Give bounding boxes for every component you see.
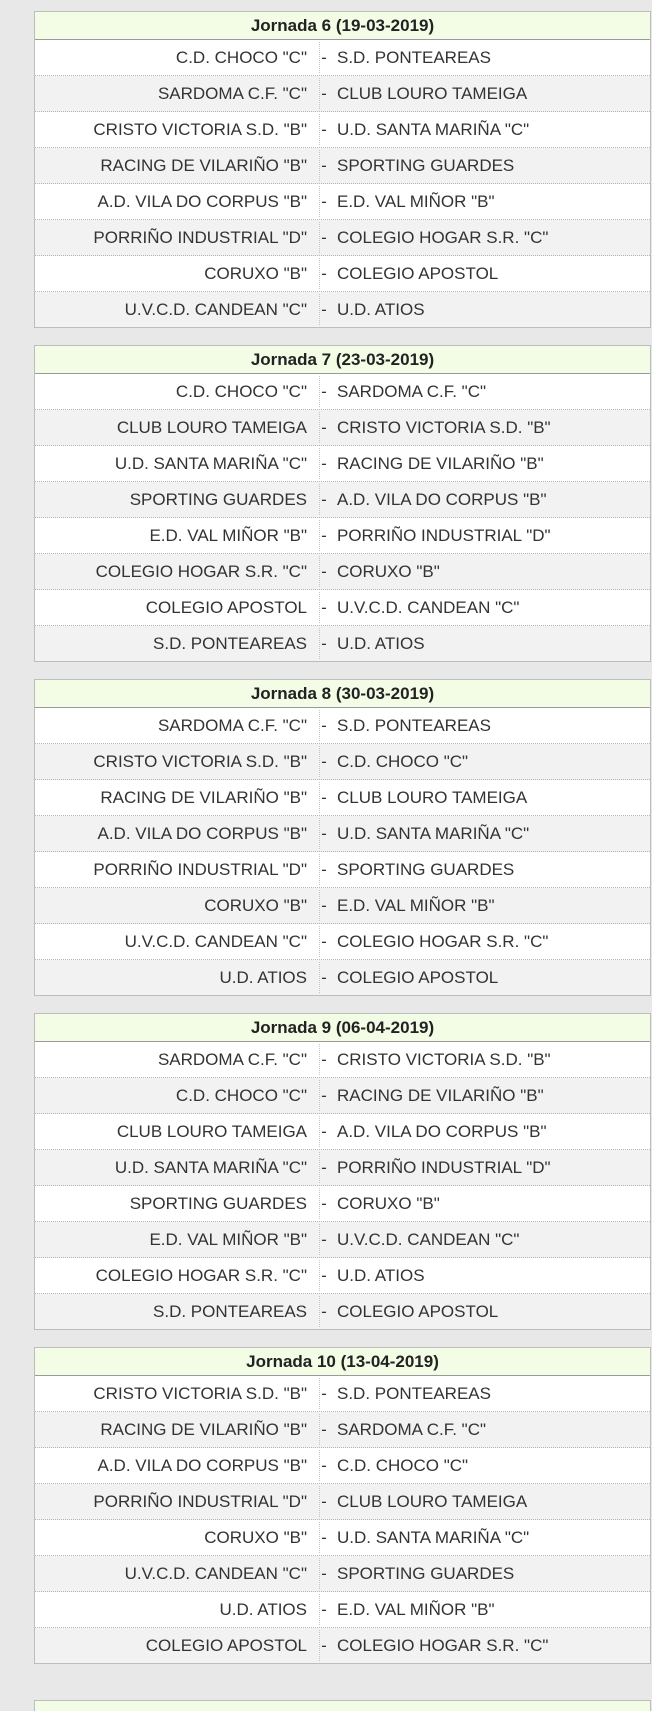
home-team: CLUB LOURO TAMEIGA	[116, 417, 307, 437]
away-team: CLUB LOURO TAMEIGA	[337, 787, 528, 807]
match-row	[35, 1258, 650, 1294]
home-team: RACING DE VILARIÑO "B"	[100, 787, 307, 807]
away-team: S.D. PONTEAREAS	[337, 1383, 491, 1403]
away-team: CRISTO VICTORIA S.D. "B"	[337, 1049, 551, 1069]
home-team: COLEGIO APOSTOL	[145, 597, 307, 617]
match-row	[35, 590, 650, 626]
match-separator: -	[321, 417, 327, 437]
away-team: U.D. SANTA MARIÑA "C"	[337, 1527, 530, 1547]
match-row	[35, 482, 650, 518]
home-team: RACING DE VILARIÑO "B"	[100, 155, 307, 175]
away-team: A.D. VILA DO CORPUS "B"	[337, 1121, 547, 1141]
away-team: S.D. PONTEAREAS	[337, 715, 491, 735]
match-row	[35, 148, 650, 184]
away-team: COLEGIO HOGAR S.R. "C"	[337, 227, 549, 247]
match-separator: -	[321, 597, 327, 617]
match-separator: -	[321, 1419, 327, 1439]
away-team: SPORTING GUARDES	[337, 1563, 515, 1583]
match-separator: -	[321, 967, 327, 987]
match-row	[35, 184, 650, 220]
match-separator: -	[321, 119, 327, 139]
home-team: CORUXO "B"	[204, 263, 307, 283]
match-row	[35, 626, 650, 661]
away-team: U.D. ATIOS	[337, 633, 425, 653]
match-separator: -	[321, 1301, 327, 1321]
match-separator: -	[321, 299, 327, 319]
match-row	[35, 446, 650, 482]
away-team: C.D. CHOCO "C"	[337, 751, 469, 771]
match-separator: -	[321, 1121, 327, 1141]
match-separator: -	[321, 1049, 327, 1069]
away-team: CORUXO "B"	[337, 1193, 440, 1213]
home-team: CORUXO "B"	[204, 1527, 307, 1547]
match-row	[35, 1078, 650, 1114]
match-separator: -	[321, 633, 327, 653]
match-list	[35, 1376, 650, 1663]
match-separator: -	[321, 561, 327, 581]
match-separator: -	[321, 1157, 327, 1177]
home-team: SPORTING GUARDES	[129, 489, 307, 509]
match-list	[35, 708, 650, 995]
match-list	[35, 1042, 650, 1329]
match-row	[35, 256, 650, 292]
match-row	[35, 1186, 650, 1222]
match-list	[35, 40, 650, 327]
match-row	[35, 1484, 650, 1520]
away-team: PORRIÑO INDUSTRIAL "D"	[337, 1157, 551, 1177]
away-team: RACING DE VILARIÑO "B"	[337, 453, 544, 473]
match-row	[35, 852, 650, 888]
match-row	[35, 1628, 650, 1663]
match-separator: -	[321, 787, 327, 807]
match-row	[35, 1042, 650, 1078]
round-table	[34, 11, 651, 328]
away-team: E.D. VAL MIÑOR "B"	[337, 1599, 495, 1619]
match-row	[35, 76, 650, 112]
home-team: CRISTO VICTORIA S.D. "B"	[93, 1383, 307, 1403]
home-team: PORRIÑO INDUSTRIAL "D"	[93, 227, 307, 247]
match-row	[35, 1412, 650, 1448]
match-separator: -	[321, 895, 327, 915]
away-team: U.V.C.D. CANDEAN "C"	[337, 597, 520, 617]
match-separator: -	[321, 191, 327, 211]
match-separator: -	[321, 931, 327, 951]
match-row	[35, 410, 650, 446]
round-title: Jornada 9 (06-04-2019)	[35, 1014, 650, 1042]
home-team: C.D. CHOCO "C"	[175, 47, 307, 67]
match-row	[35, 780, 650, 816]
match-row	[35, 518, 650, 554]
match-row	[35, 1592, 650, 1628]
away-team: RACING DE VILARIÑO "B"	[337, 1085, 544, 1105]
home-team: SARDOMA C.F. "C"	[157, 1049, 307, 1069]
home-team: U.D. SANTA MARIÑA "C"	[114, 1157, 307, 1177]
round-title: Jornada 7 (23-03-2019)	[35, 346, 650, 374]
match-row	[35, 1222, 650, 1258]
home-team: CORUXO "B"	[204, 895, 307, 915]
match-separator: -	[321, 1527, 327, 1547]
match-row	[35, 374, 650, 410]
match-separator: -	[321, 1599, 327, 1619]
match-row	[35, 220, 650, 256]
away-team: U.D. ATIOS	[337, 299, 425, 319]
away-team: U.D. SANTA MARIÑA "C"	[337, 823, 530, 843]
match-separator: -	[321, 1491, 327, 1511]
away-team: E.D. VAL MIÑOR "B"	[337, 191, 495, 211]
match-separator: -	[321, 263, 327, 283]
match-separator: -	[321, 1635, 327, 1655]
home-team: COLEGIO APOSTOL	[145, 1635, 307, 1655]
fixtures-list	[34, 11, 651, 1681]
match-list	[35, 374, 650, 661]
away-team: U.D. SANTA MARIÑA "C"	[337, 119, 530, 139]
home-team: SPORTING GUARDES	[129, 1193, 307, 1213]
round-table	[34, 1013, 651, 1330]
home-team: C.D. CHOCO "C"	[175, 1085, 307, 1105]
match-separator: -	[321, 823, 327, 843]
home-team: U.V.C.D. CANDEAN "C"	[124, 299, 307, 319]
home-team: A.D. VILA DO CORPUS "B"	[97, 191, 307, 211]
away-team: U.V.C.D. CANDEAN "C"	[337, 1229, 520, 1249]
match-row	[35, 554, 650, 590]
home-team: A.D. VILA DO CORPUS "B"	[97, 1455, 307, 1475]
home-team: E.D. VAL MIÑOR "B"	[149, 1229, 307, 1249]
match-separator: -	[321, 859, 327, 879]
round-title: Jornada 8 (30-03-2019)	[35, 680, 650, 708]
home-team: CLUB LOURO TAMEIGA	[116, 1121, 307, 1141]
next-round-header-partial	[34, 1700, 651, 1711]
match-row	[35, 924, 650, 960]
match-separator: -	[321, 381, 327, 401]
away-team: SARDOMA C.F. "C"	[337, 1419, 487, 1439]
away-team: CRISTO VICTORIA S.D. "B"	[337, 417, 551, 437]
match-row	[35, 708, 650, 744]
home-team: U.V.C.D. CANDEAN "C"	[124, 931, 307, 951]
away-team: COLEGIO HOGAR S.R. "C"	[337, 1635, 549, 1655]
home-team: SARDOMA C.F. "C"	[157, 83, 307, 103]
away-team: COLEGIO APOSTOL	[337, 1301, 499, 1321]
match-separator: -	[321, 525, 327, 545]
away-team: C.D. CHOCO "C"	[337, 1455, 469, 1475]
away-team: PORRIÑO INDUSTRIAL "D"	[337, 525, 551, 545]
match-row	[35, 1376, 650, 1412]
home-team: U.D. ATIOS	[219, 967, 307, 987]
match-row	[35, 1150, 650, 1186]
match-separator: -	[321, 489, 327, 509]
round-table	[34, 1347, 651, 1664]
away-team: COLEGIO APOSTOL	[337, 263, 499, 283]
home-team: A.D. VILA DO CORPUS "B"	[97, 823, 307, 843]
match-separator: -	[321, 1563, 327, 1583]
home-team: E.D. VAL MIÑOR "B"	[149, 525, 307, 545]
match-row	[35, 1556, 650, 1592]
away-team: E.D. VAL MIÑOR "B"	[337, 895, 495, 915]
match-row	[35, 1448, 650, 1484]
round-table	[34, 679, 651, 996]
match-separator: -	[321, 453, 327, 473]
match-separator: -	[321, 47, 327, 67]
away-team: A.D. VILA DO CORPUS "B"	[337, 489, 547, 509]
away-team: CLUB LOURO TAMEIGA	[337, 1491, 528, 1511]
match-row	[35, 1114, 650, 1150]
home-team: U.D. SANTA MARIÑA "C"	[114, 453, 307, 473]
home-team: COLEGIO HOGAR S.R. "C"	[95, 1265, 307, 1285]
match-row	[35, 40, 650, 76]
home-team: PORRIÑO INDUSTRIAL "D"	[93, 1491, 307, 1511]
home-team: SARDOMA C.F. "C"	[157, 715, 307, 735]
match-row	[35, 888, 650, 924]
away-team: COLEGIO HOGAR S.R. "C"	[337, 931, 549, 951]
home-team: U.D. ATIOS	[219, 1599, 307, 1619]
home-team: S.D. PONTEAREAS	[153, 1301, 307, 1321]
home-team: U.V.C.D. CANDEAN "C"	[124, 1563, 307, 1583]
home-team: COLEGIO HOGAR S.R. "C"	[95, 561, 307, 581]
match-row	[35, 1294, 650, 1329]
match-separator: -	[321, 1455, 327, 1475]
home-team: C.D. CHOCO "C"	[175, 381, 307, 401]
match-row	[35, 112, 650, 148]
home-team: CRISTO VICTORIA S.D. "B"	[93, 751, 307, 771]
match-separator: -	[321, 1229, 327, 1249]
round-title: Jornada 6 (19-03-2019)	[35, 12, 650, 40]
away-team: S.D. PONTEAREAS	[337, 47, 491, 67]
match-row	[35, 292, 650, 327]
match-row	[35, 744, 650, 780]
match-separator: -	[321, 1085, 327, 1105]
round-title: Jornada 10 (13-04-2019)	[35, 1348, 650, 1376]
away-team: SPORTING GUARDES	[337, 155, 515, 175]
away-team: CLUB LOURO TAMEIGA	[337, 83, 528, 103]
home-team: PORRIÑO INDUSTRIAL "D"	[93, 859, 307, 879]
match-row	[35, 816, 650, 852]
home-team: S.D. PONTEAREAS	[153, 633, 307, 653]
home-team: CRISTO VICTORIA S.D. "B"	[93, 119, 307, 139]
home-team: RACING DE VILARIÑO "B"	[100, 1419, 307, 1439]
away-team: U.D. ATIOS	[337, 1265, 425, 1285]
match-separator: -	[321, 83, 327, 103]
match-separator: -	[321, 155, 327, 175]
match-separator: -	[321, 1265, 327, 1285]
match-separator: -	[321, 1193, 327, 1213]
away-team: CORUXO "B"	[337, 561, 440, 581]
match-row	[35, 960, 650, 995]
match-separator: -	[321, 715, 327, 735]
match-row	[35, 1520, 650, 1556]
match-separator: -	[321, 751, 327, 771]
away-team: SARDOMA C.F. "C"	[337, 381, 487, 401]
away-team: SPORTING GUARDES	[337, 859, 515, 879]
match-separator: -	[321, 1383, 327, 1403]
away-team: COLEGIO APOSTOL	[337, 967, 499, 987]
match-separator: -	[321, 227, 327, 247]
round-table	[34, 345, 651, 662]
